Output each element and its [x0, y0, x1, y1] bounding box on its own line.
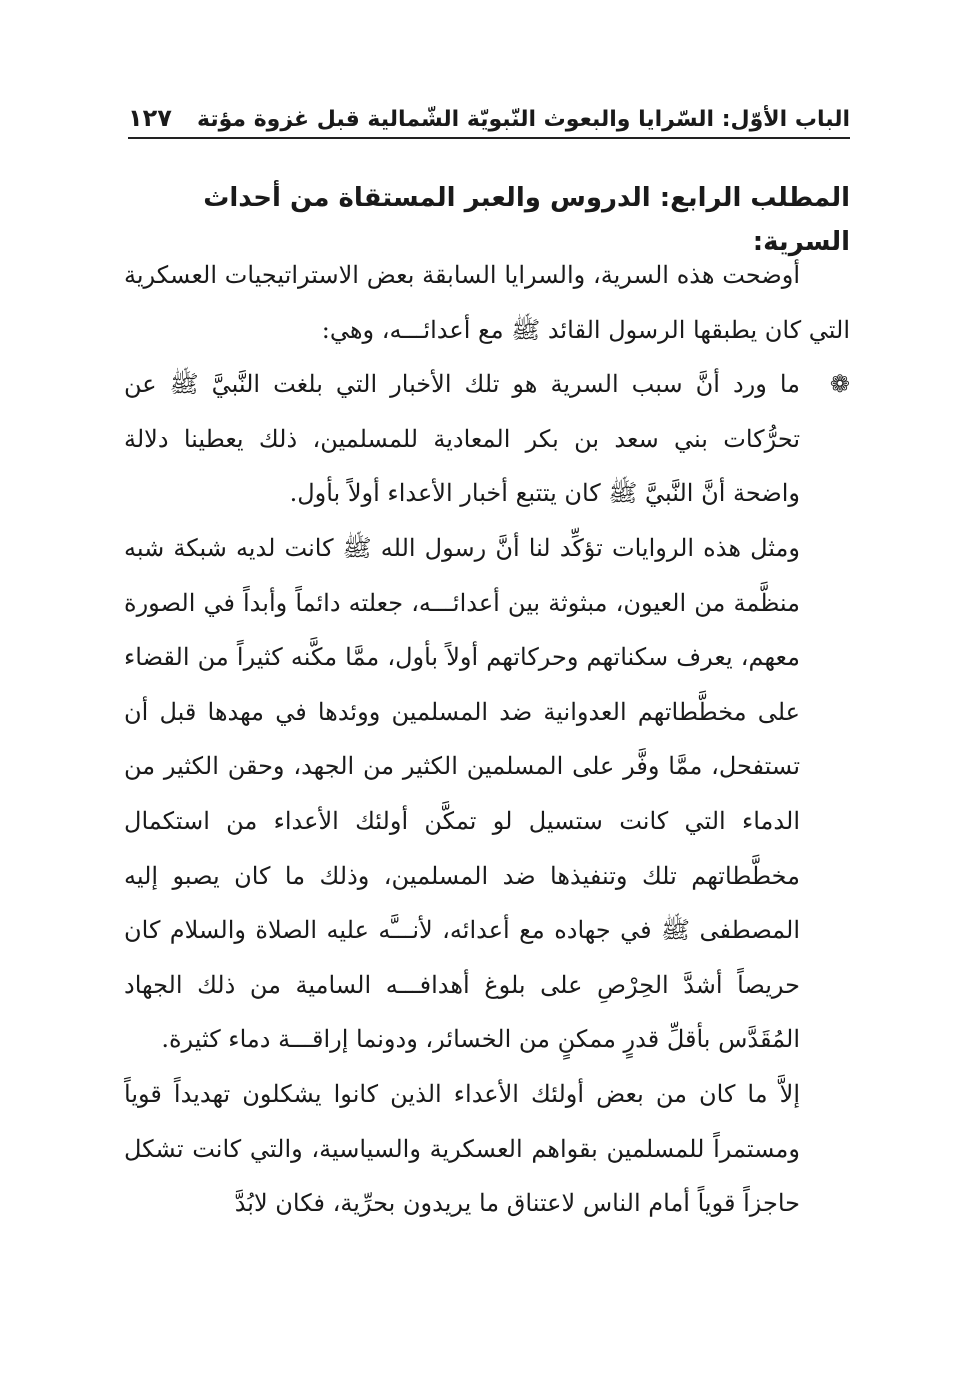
header-divider	[128, 137, 850, 139]
paragraph: إلاَّ ما كان من بعض أولئك الأعداء الذين كانوا يشكلون تهديداً قوياً ومستمراً للمسلمين بقواهم العسكرية والسياسية، والتي كانت تشكل حاجزاً قوياً أمام الناس لاعتناق ما يريدون بحرِّية، فكان لابُدَّ	[124, 1079, 800, 1218]
chapter-title: الباب الأوّل: السّرايا والبعوث النّبويّة الشّمالية قبل غزوة مؤتة	[197, 107, 850, 132]
section-heading: المطلب الرابع: الدروس والعبر المستقاة من أحداث السرية:	[203, 183, 850, 257]
page-number: ١٢٧	[128, 104, 172, 132]
flower-bullet-icon: ❁	[829, 370, 850, 399]
running-header	[128, 92, 850, 132]
bullet-item	[124, 357, 850, 521]
intro-paragraph: أوضحت هذه السرية، والسرايا السابقة بعض الاستراتيجيات العسكرية التي كان يطبقها الرسول القائد ﷺ مع أعدائـــه، وهي:	[124, 261, 850, 344]
bullet-text: ما ورد أنَّ سبب السرية هو تلك الأخبار التي بلغت النَّبيَّ ﷺ عن تحرُّكات بني سعد بن بكر المعادية للمسلمين، ذلك يعطينا دلالة واضحة أنَّ النَّبيَّ ﷺ كان يتتبع أخبار الأعداء أولاً بأول.	[124, 370, 800, 508]
body-text	[124, 248, 850, 1231]
paragraph: ومثل هذه الروايات تؤكِّد لنا أنَّ رسول الله ﷺ كانت لديه شبكة شبه منظَّمة من العيون، مبثوثة بين أعدائـــه، جعلته دائماً وأبداً في الصورة معهم، يعرف سكناتهم وحركاتهم أولاً بأول، ممَّا مكَّنه كثيراً من القضاء على مخطَّطاتهم العدوانية ضد المسلمين ووئدها في مهدها قبل أن تستفحل، ممَّا وفَّر على المسلمين الكثير من الجهد، وحقن الكثير من الدماء التي كانت ستسيل لو تمكَّن أولئك الأعداء من استكمال مخطَّطاتهم تلك وتنفيذها ضد المسلمين، وذلك ما كان يصبو إليه المصطفى ﷺ في جهاده مع أعدائه، لأنـــَّه عليه الصلاة والسلام كان حريصاً أشدَّ الحِرْصِ على بلوغ أهدافـــه السامية من ذلك الجهاد المُقَدَّس بأقلِّ قدرٍ ممكنٍ من الخسائر، ودونما إراقـــة دماء كثيرة.	[124, 533, 800, 1054]
